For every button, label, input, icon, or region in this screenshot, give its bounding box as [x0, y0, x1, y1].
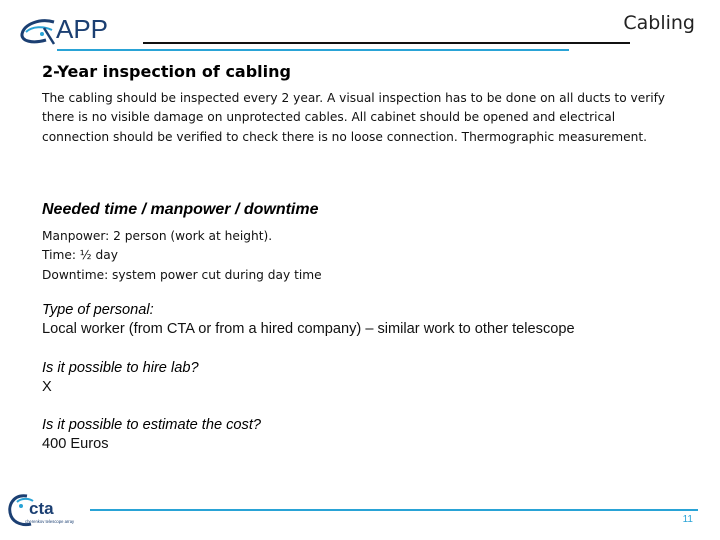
cta-logo — [5, 490, 75, 530]
footer-accent-line — [90, 509, 698, 511]
needed-time-details — [42, 227, 322, 285]
header-divider — [143, 42, 630, 44]
hire-lab-heading: Is it possible to hire lab? — [42, 360, 199, 376]
section-heading: 2-Year inspection of cabling — [42, 62, 291, 81]
page-title: Cabling — [623, 12, 695, 34]
header-accent-line — [57, 49, 569, 51]
cta-logo-icon — [5, 490, 75, 530]
time-line: Time: ½ day — [42, 248, 118, 263]
personal-type-value: Local worker (from CTA or from a hired company) – similar work to other telescope — [42, 321, 575, 337]
cta-logo-text: cta — [29, 499, 54, 518]
cost-value: 400 Euros — [42, 436, 109, 452]
page-number: 11 — [682, 514, 693, 525]
cta-logo-subtext: cherenkov telescope array — [25, 519, 75, 524]
manpower-line: Manpower: 2 person (work at height). — [42, 229, 273, 243]
section-paragraph: The cabling should be inspected every 2 year. A visual inspection has to be done on all ducts to verify there is no visible damage on unprotected cables. All cabinet should be opened and electrical connection should be verified to check there is no loose connection. Thermographic measurement. — [42, 91, 665, 144]
personal-type-heading: Type of personal: — [42, 302, 154, 318]
cost-heading: Is it possible to estimate the cost? — [42, 417, 262, 433]
lapp-logo-text: APP — [56, 14, 109, 44]
downtime-line: Downtime: system power cut during day time — [42, 267, 322, 282]
needed-time-heading: Needed time / manpower / downtime — [42, 201, 319, 218]
hire-lab-value: X — [42, 379, 52, 395]
